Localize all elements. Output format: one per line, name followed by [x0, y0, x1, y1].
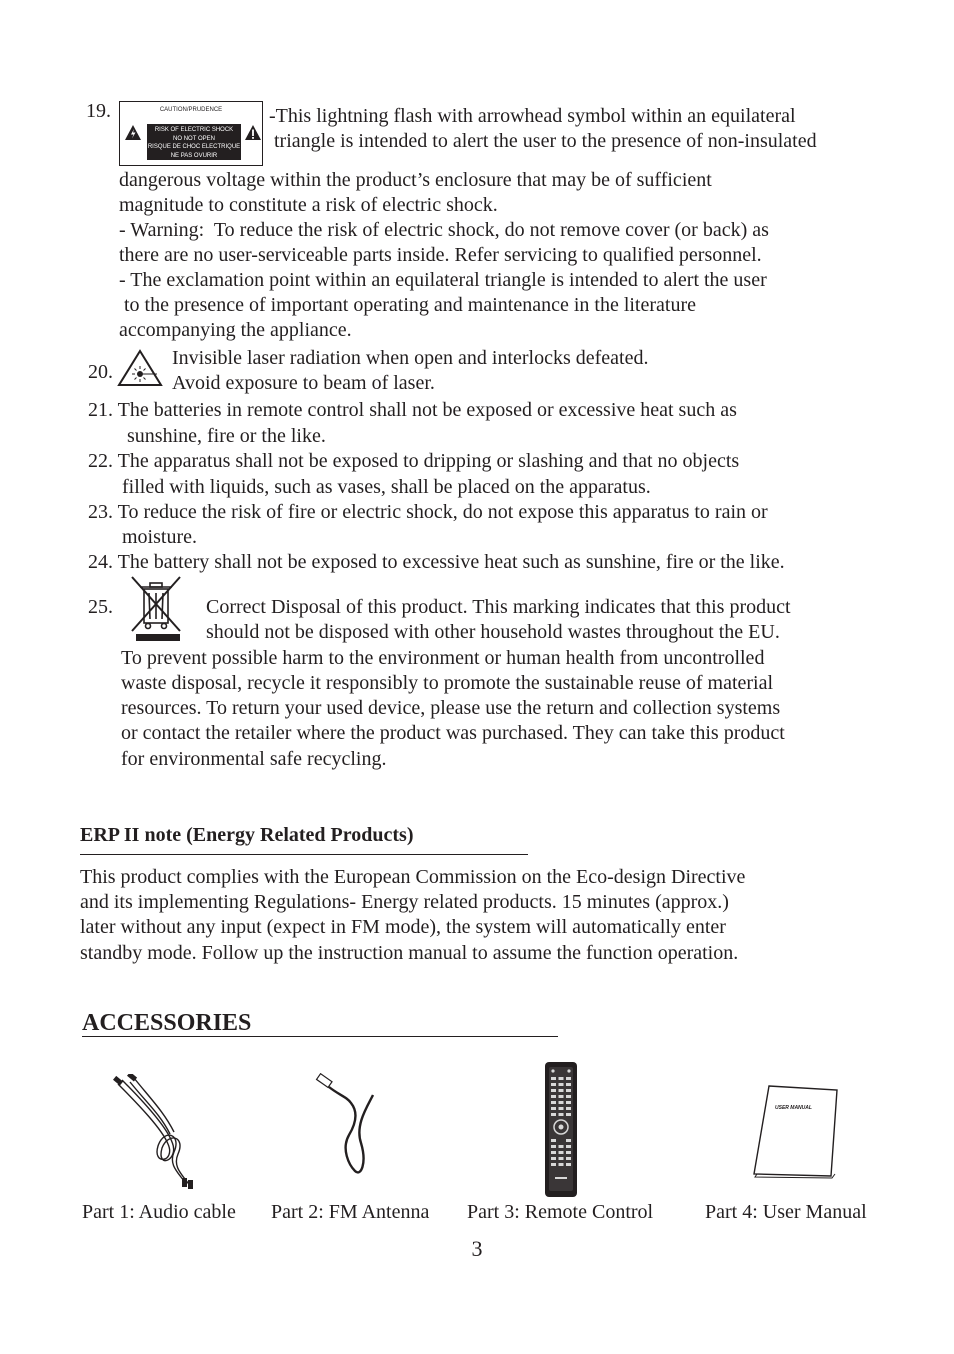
erp-line: This product complies with the European Commission on the Eco-design Directive	[80, 866, 746, 888]
item-19-line: magnitude to constitute a risk of electric shock.	[119, 194, 498, 216]
user-manual-image	[753, 1085, 838, 1179]
caution-line: RISK OF ELECTRIC SHOCK	[154, 127, 234, 133]
booklet-icon	[753, 1085, 838, 1179]
item-25-line: should not be disposed with other household wastes throughout the EU.	[206, 621, 780, 643]
item-25-line: To prevent possible harm to the environment or human health from uncontrolled	[121, 647, 765, 669]
accessories-heading: ACCESSORIES	[82, 1010, 252, 1036]
item-19-line: triangle is intended to alert the user to the presence of non-insulated	[269, 130, 817, 152]
item-20-line: Invisible laser radiation when open and interlocks defeated.	[172, 347, 649, 369]
caution-line: NO NOT OPEN	[173, 135, 215, 142]
item-25-line: or contact the retailer where the product was purchased. They can take this product	[121, 722, 785, 744]
item-19-line: accompanying the appliance.	[119, 319, 352, 341]
erp-heading: ERP II note (Energy Related Products)	[80, 824, 414, 846]
remote-control-image	[541, 1061, 581, 1199]
item-19-line: there are no user-serviceable parts inside. Refer servicing to qualified personnel.	[119, 244, 762, 266]
item-21-line: sunshine, fire or the like.	[127, 425, 326, 447]
item-19-number: 19.	[86, 100, 111, 122]
item-21-line: 21. The batteries in remote control shall not be exposed or excessive heat such as	[88, 399, 737, 421]
erp-line: standby mode. Follow up the instruction manual to assume the function operation.	[80, 942, 739, 964]
item-19-line: - The exclamation point within an equilateral triangle is intended to alert the user	[119, 269, 767, 291]
item-25-line: waste disposal, recycle it responsibly to promote the sustainable reuse of material	[121, 672, 774, 694]
item-20-line: Avoid exposure to beam of laser.	[172, 372, 435, 394]
weee-bin-icon	[126, 571, 186, 644]
lightning-warning-icon	[124, 124, 142, 141]
item-25-line: for environmental safe recycling.	[121, 748, 387, 770]
item-22-line: filled with liquids, such as vases, shall be placed on the apparatus.	[122, 476, 651, 498]
audio-cable-image	[112, 1074, 196, 1190]
item-20-number: 20.	[88, 361, 113, 383]
page-number: 3	[471, 1236, 483, 1261]
caution-label	[119, 101, 263, 166]
accessories-heading-rule	[82, 1036, 558, 1037]
item-19-line: dangerous voltage within the product’s enclosure that may be of sufficient	[119, 169, 712, 191]
item-25-line: Correct Disposal of this product. This marking indicates that this product	[206, 596, 791, 618]
part-caption: Part 2: FM Antenna	[271, 1201, 430, 1223]
item-23-line: moisture.	[122, 526, 197, 548]
erp-line: later without any input (expect in FM mode), the system will automatically enter	[80, 916, 726, 938]
item-19-line: - Warning: To reduce the risk of electric shock, do not remove cover (or back) as	[119, 219, 769, 241]
caution-line: RISQUE DE CHOC ELECTRIQUE	[147, 144, 241, 150]
item-24-line: 24. The battery shall not be exposed to excessive heat such as sunshine, fire or the like.	[88, 551, 785, 573]
caution-line: NE PAS OVURIR	[170, 152, 218, 159]
caution-label-box	[147, 124, 241, 160]
laser-warning-icon	[117, 349, 163, 387]
fm-antenna-image	[315, 1073, 385, 1181]
manual-cover-title: USER MANUAL	[775, 1105, 812, 1111]
part-caption: Part 4: User Manual	[705, 1201, 867, 1223]
part-caption: Part 1: Audio cable	[82, 1201, 236, 1223]
item-19-line: to the presence of important operating and maintenance in the literature	[119, 294, 696, 316]
erp-line: and its implementing Regulations- Energy related products. 15 minutes (approx.)	[80, 891, 729, 913]
caution-label-title: CAUTION/PRUDENCE	[159, 107, 223, 113]
item-25-number: 25.	[88, 596, 113, 618]
erp-heading-rule	[80, 854, 528, 855]
item-22-line: 22. The apparatus shall not be exposed to dripping or slashing and that no objects	[88, 450, 740, 472]
part-caption: Part 3: Remote Control	[467, 1201, 654, 1223]
item-23-line: 23. To reduce the risk of fire or electric shock, do not expose this apparatus to rain or	[88, 501, 768, 523]
item-19-line: -This lightning flash with arrowhead symbol within an equilateral	[269, 105, 796, 127]
item-25-line: resources. To return your used device, please use the return and collection systems	[121, 697, 781, 719]
exclamation-warning-icon	[244, 124, 262, 141]
